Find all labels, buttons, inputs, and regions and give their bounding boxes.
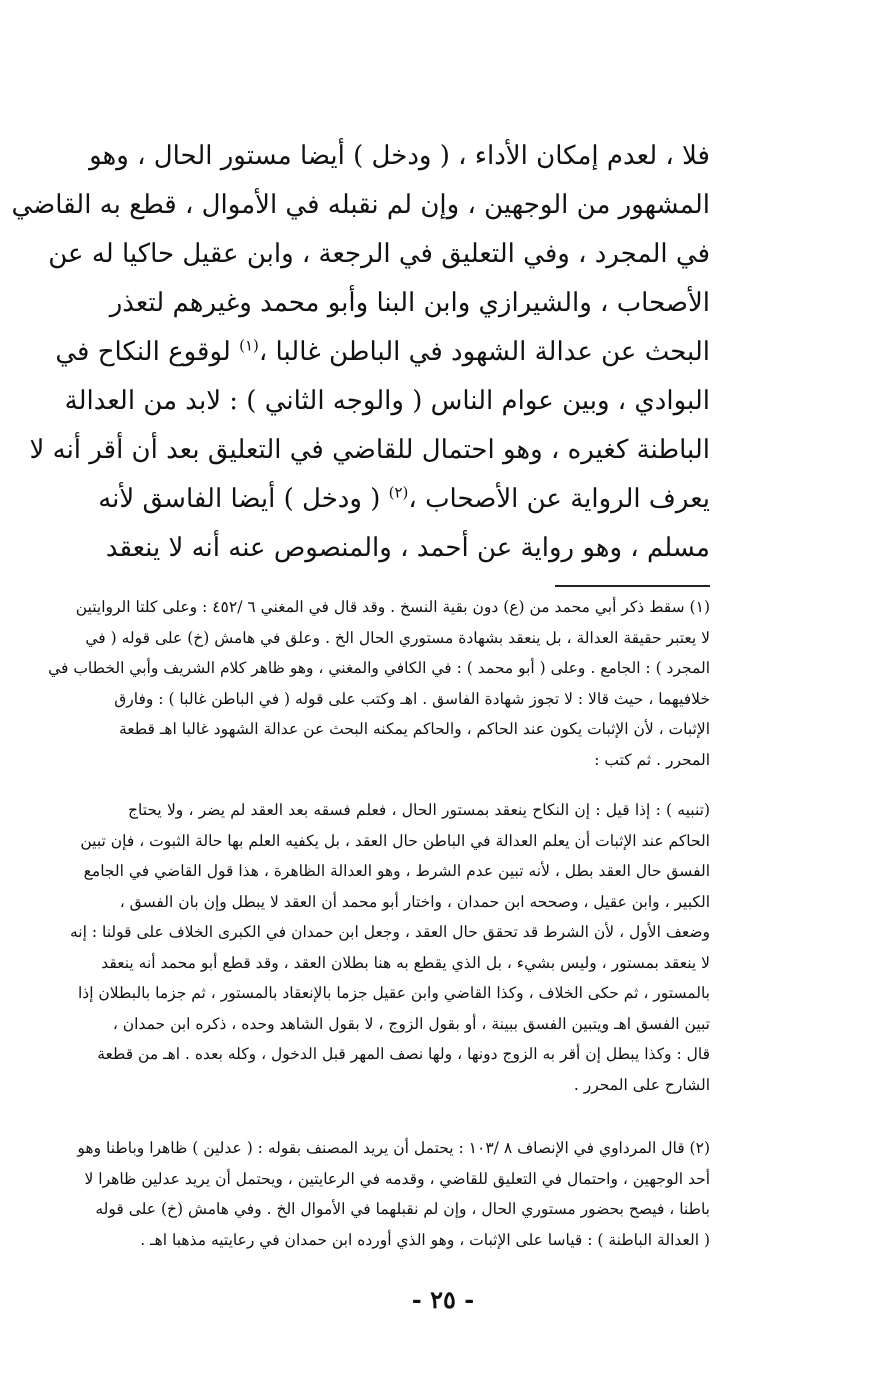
footnote-line: وضعف الأول ، لأن الشرط قد تحقق حال العقد ، وجعل ابن حمدان في الكبرى الخلاف على قولنا : إنه bbox=[69, 923, 710, 941]
footnote-separator bbox=[555, 585, 710, 587]
footnote-line: الحاكم عند الإثبات أن يعلم العدالة في الباطن حال العقد ، بل يكفيه العلم بها حالة الثبوت ، فإن تبين bbox=[80, 831, 710, 850]
footnote-line: لا يعتبر حقيقة العدالة ، بل ينعقد بشهادة مستوري الحال الخ . وعلق في هامش (خ) على قوله ( في bbox=[85, 628, 710, 647]
main-text-line bbox=[98, 475, 710, 524]
footnote-line: أحد الوجهين ، واحتمال في التعليق للقاضي ، وقدمه في الرعايتين ، ويحتمل أن يريد عدلين ظاهرا لا bbox=[84, 1169, 710, 1188]
main-text-line: مسلم ، وهو رواية عن أحمد ، والمنصوص عنه أنه لا ينعقد bbox=[105, 533, 710, 563]
footnote-line: تبين الفسق اهـ ويتبين الفسق ببينة ، أو بقول الزوج ، لا بقول الشاهد وحده ، ذكره ابن حمدان ، bbox=[112, 1014, 710, 1033]
footnote-line: قال : وكذا يبطل إن أقر به الزوج دونها ، ولها نصف المهر قبل الدخول ، وكله بعده . اهـ من قطعة bbox=[97, 1045, 710, 1063]
main-text-line bbox=[55, 328, 710, 377]
page-number: - ٢٥ - bbox=[411, 1285, 475, 1314]
footnote-line: (٢) قال المرداوي في الإنصاف ٨ /١٠٣ : يحتمل أن يريد المصنف بقوله : ( عدلين ) ظاهرا وباطنا وهو bbox=[77, 1139, 710, 1157]
footnote-ref-2[interactable]: (٢) bbox=[388, 483, 409, 502]
footnote-2 bbox=[77, 1133, 710, 1255]
footnote-line: (١) سقط ذكر أبي محمد من (ع) دون بقية النسخ . وقد قال في المغني ٦ /٤٥٢ : وعلى كلتا الروايتين bbox=[75, 598, 710, 616]
footnote-1 bbox=[48, 592, 710, 775]
footnote-line: الشارح على المحرر . bbox=[573, 1075, 710, 1094]
footnote-line: باطنا ، فيصح بحضور مستوري الحال ، وإن لم نقبلهما في الأموال الخ . وفي هامش (خ) على قوله bbox=[95, 1200, 710, 1218]
footnote-line: (تنبيه ) : إذا قيل : إن النكاح ينعقد بمستور الحال ، فعلم فسقه بعد العقد لم يضر ، ولا يحتاج bbox=[128, 801, 710, 819]
main-text-segment: لوقوع النكاح في bbox=[55, 337, 231, 367]
footnote-1-note bbox=[69, 795, 710, 1100]
footnote-line: الكبير ، وابن عقيل ، وصححه ابن حمدان ، واختار أبو محمد أن العقد لا يبطل وإن بان الفسق ، bbox=[119, 892, 710, 911]
footnote-line: لا ينعقد بمستور ، وليس بشيء ، بل الذي يقطع به هنا بطلان العقد ، وقد قطع أبو محمد أنه ينعقد bbox=[101, 953, 710, 972]
main-text-line: الأصحاب ، والشيرازي وابن البنا وأبو محمد وغيرهم لتعذر bbox=[109, 288, 710, 318]
main-text-segment: ( ودخل ) أيضا الفاسق لأنه bbox=[98, 484, 381, 514]
main-text-segment: البحث عن عدالة الشهود في الباطن غالبا ، bbox=[258, 337, 710, 367]
footnote-line: الإثبات ، لأن الإثبات يكون عند الحاكم ، والحاكم يمكنه البحث عن عدالة الشهود غالبا اهـ قطعة bbox=[119, 720, 710, 738]
footnote-line: الفسق حال العقد بطل ، لأنه تبين عدم الشرط ، وهو العدالة الظاهرة ، هذا قول القاضي في الجامع bbox=[83, 862, 710, 880]
footnote-line: بالمستور ، ثم حكى الخلاف ، وكذا القاضي وابن عقيل جزما بالإنعقاد بالمستور ، ثم جزما بالبطلان إذا bbox=[77, 984, 710, 1002]
footnote-ref-1[interactable]: (١) bbox=[239, 336, 259, 355]
footnote-line: المحرر . ثم كتب : bbox=[594, 750, 710, 769]
main-text-line: المشهور من الوجهين ، وإن لم نقبله في الأموال ، قطع به القاضي bbox=[11, 190, 710, 220]
footnote-line: خلافيهما ، حيث قالا : لا تجوز شهادة الفاسق . اهـ وكتب على قوله ( في الباطن غالبا ) : وفارق bbox=[114, 689, 710, 708]
footnote-line: ( العدالة الباطنة ) : قياسا على الإثبات ، وهو الذي أورده ابن حمدان في رعايتيه مذهبا اهـ . bbox=[140, 1230, 710, 1249]
main-text-line: في المجرد ، وفي التعليق في الرجعة ، وابن عقيل حاكيا له عن bbox=[48, 239, 710, 269]
main-text-segment: يعرف الرواية عن الأصحاب ، bbox=[408, 484, 710, 514]
main-text-block bbox=[11, 132, 710, 573]
footnote-line: المجرد ) : الجامع . وعلى ( أبو محمد ) : في الكافي والمغني ، وهو ظاهر كلام الشريف وأبي الخطاب في bbox=[48, 659, 710, 677]
main-text-line: فلا ، لعدم إمكان الأداء ، ( ودخل ) أيضا مستور الحال ، وهو bbox=[89, 141, 710, 171]
main-text-line: الباطنة كغيره ، وهو احتمال للقاضي في التعليق بعد أن أقر أنه لا bbox=[29, 435, 710, 465]
main-text-line: البوادي ، وبين عوام الناس ( والوجه الثاني ) : لابد من العدالة bbox=[64, 386, 710, 416]
